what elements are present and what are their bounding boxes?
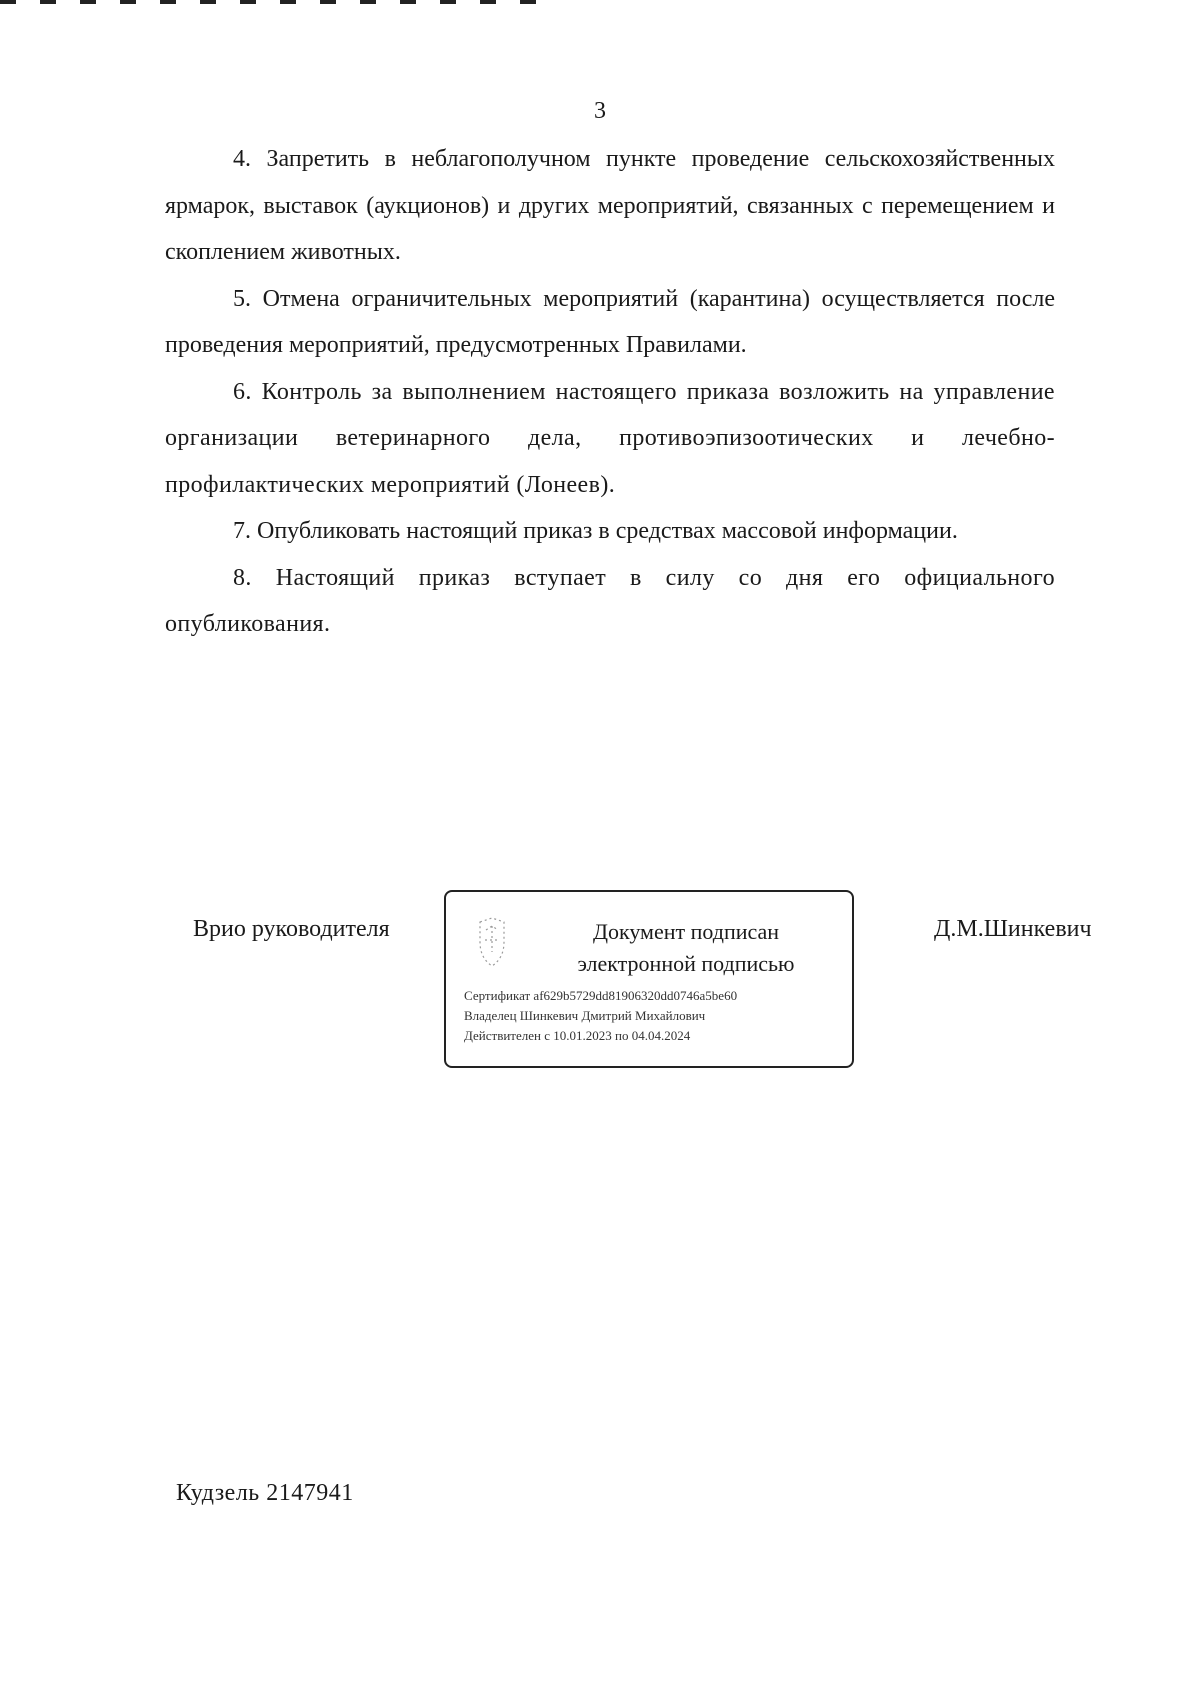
stamp-title [546,916,826,980]
paragraph-8: 8. Настоящий приказ вступает в силу со дня его официального опубликования. [165,564,1055,637]
page-number: 3 [594,98,606,124]
stamp-title-line-1: Документ подписан [592,919,780,944]
paragraph-7: 7. Опубликовать настоящий приказ в средствах массовой информации. [233,518,958,544]
top-dashed-line [0,0,540,4]
executor-info: Кудзель 2147941 [176,1480,354,1506]
validity-line: Действителен с 10.01.2023 по 04.04.2024 [464,1028,691,1043]
document-body [165,136,1055,648]
electronic-signature-stamp [444,890,854,1068]
certificate-line: Сертификат af629b5729dd81906320dd0746a5be60 [464,988,738,1003]
paragraph-4: 4. Запретить в неблагополучном пункте проведение сельскохозяйственных ярмарок, выставок (аукционов) и других мероприятий, связанных с перемещением и скоплением животных. [165,146,1055,265]
stamp-details [464,986,737,1046]
signer-position: Врио руководителя [193,916,390,942]
emblem-icon [472,916,512,970]
paragraph-5: 5. Отмена ограничительных мероприятий (карантина) осуществляется после проведения мероприятий, предусмотренных Правилами. [165,285,1055,358]
owner-line: Владелец Шинкевич Дмитрий Михайлович [464,1008,706,1023]
paragraph-6: 6. Контроль за выполнением настоящего приказа возложить на управление организации ветеринарного дела, противоэпизоотических и лечебно-профилактических мероприятий (Лонеев). [165,378,1055,498]
signer-name: Д.М.Шинкевич [934,916,1092,942]
stamp-title-line-2: электронной подписью [577,951,795,976]
